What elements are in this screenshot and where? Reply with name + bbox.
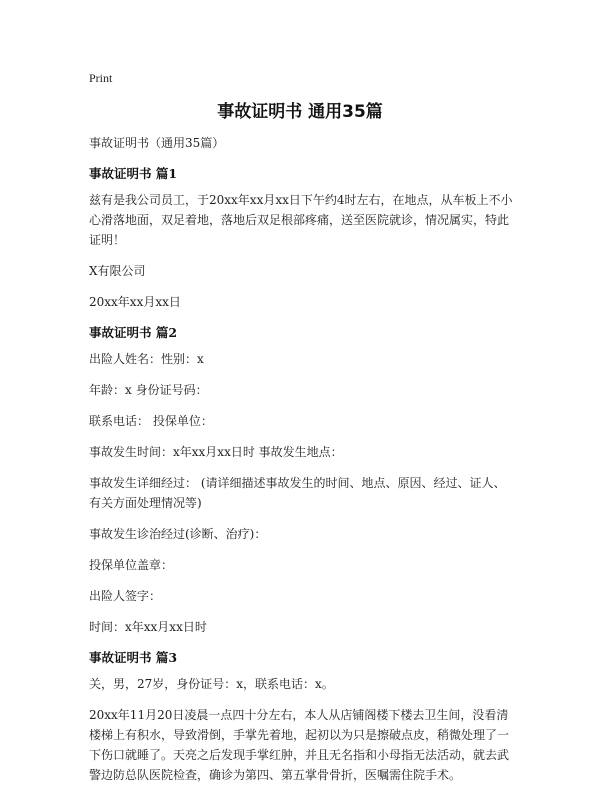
subtitle-paragraph: 事故证明书（通用35篇）: [89, 136, 225, 150]
company-name: X有限公司: [89, 264, 146, 278]
paragraph: 关，男，27岁，身份证号：x，联系电话：x。: [89, 677, 334, 691]
paragraph: 兹有是我公司员工，于20xx年xx月xx日下午约4时左右，在地点，从车板上不小心滑落地面，双足着地，落地后双足根部疼痛，送至医院就诊，情况属实，特此证明！: [89, 193, 513, 247]
section-heading-2: 事故证明书 篇2: [89, 325, 178, 340]
document-body: [89, 133, 517, 796]
form-field-age-id: 年龄：x 身份证号码：: [89, 383, 208, 397]
document-title: 事故证明书 通用35篇: [217, 102, 383, 122]
print-label: Print: [89, 71, 113, 85]
form-field-time-place: 事故发生时间：x年xx月xx日时 事故发生地点：: [89, 445, 343, 459]
form-field-treatment: 事故发生诊治经过(诊断、治疗)：: [89, 527, 267, 541]
form-field-time: 时间：x年xx月xx日时: [89, 620, 207, 634]
section-heading-3: 事故证明书 篇3: [89, 650, 178, 665]
form-field-name-gender: 出险人姓名：性别：x: [89, 352, 204, 366]
form-field-details: 事故发生详细经过： (请详细描述事故发生的时间、地点、原因、经过、证人、有关方面处理情况等): [89, 476, 506, 510]
form-field-seal: 投保单位盖章：: [89, 558, 174, 572]
section-heading-1: 事故证明书 篇1: [89, 166, 178, 181]
form-field-phone-unit: 联系电话： 投保单位：: [89, 414, 213, 428]
date-line: 20xx年xx月xx日: [89, 295, 181, 309]
paragraph: 20xx年11月20日凌晨一点四十分左右，本人从店铺阁楼下楼去卫生间，没看清楼梯上有积水，导致滑倒，手掌先着地，起初以为只是擦破点皮，稍微处理了一下伤口就睡了。天亮之后发现手掌红肿，并且无名指和小母指无法活动，就去武警边防总队医院检查，确诊为第四、第五掌骨骨折，医嘱需住院手术。: [89, 708, 510, 782]
form-field-signature: 出险人签字：: [89, 589, 162, 603]
